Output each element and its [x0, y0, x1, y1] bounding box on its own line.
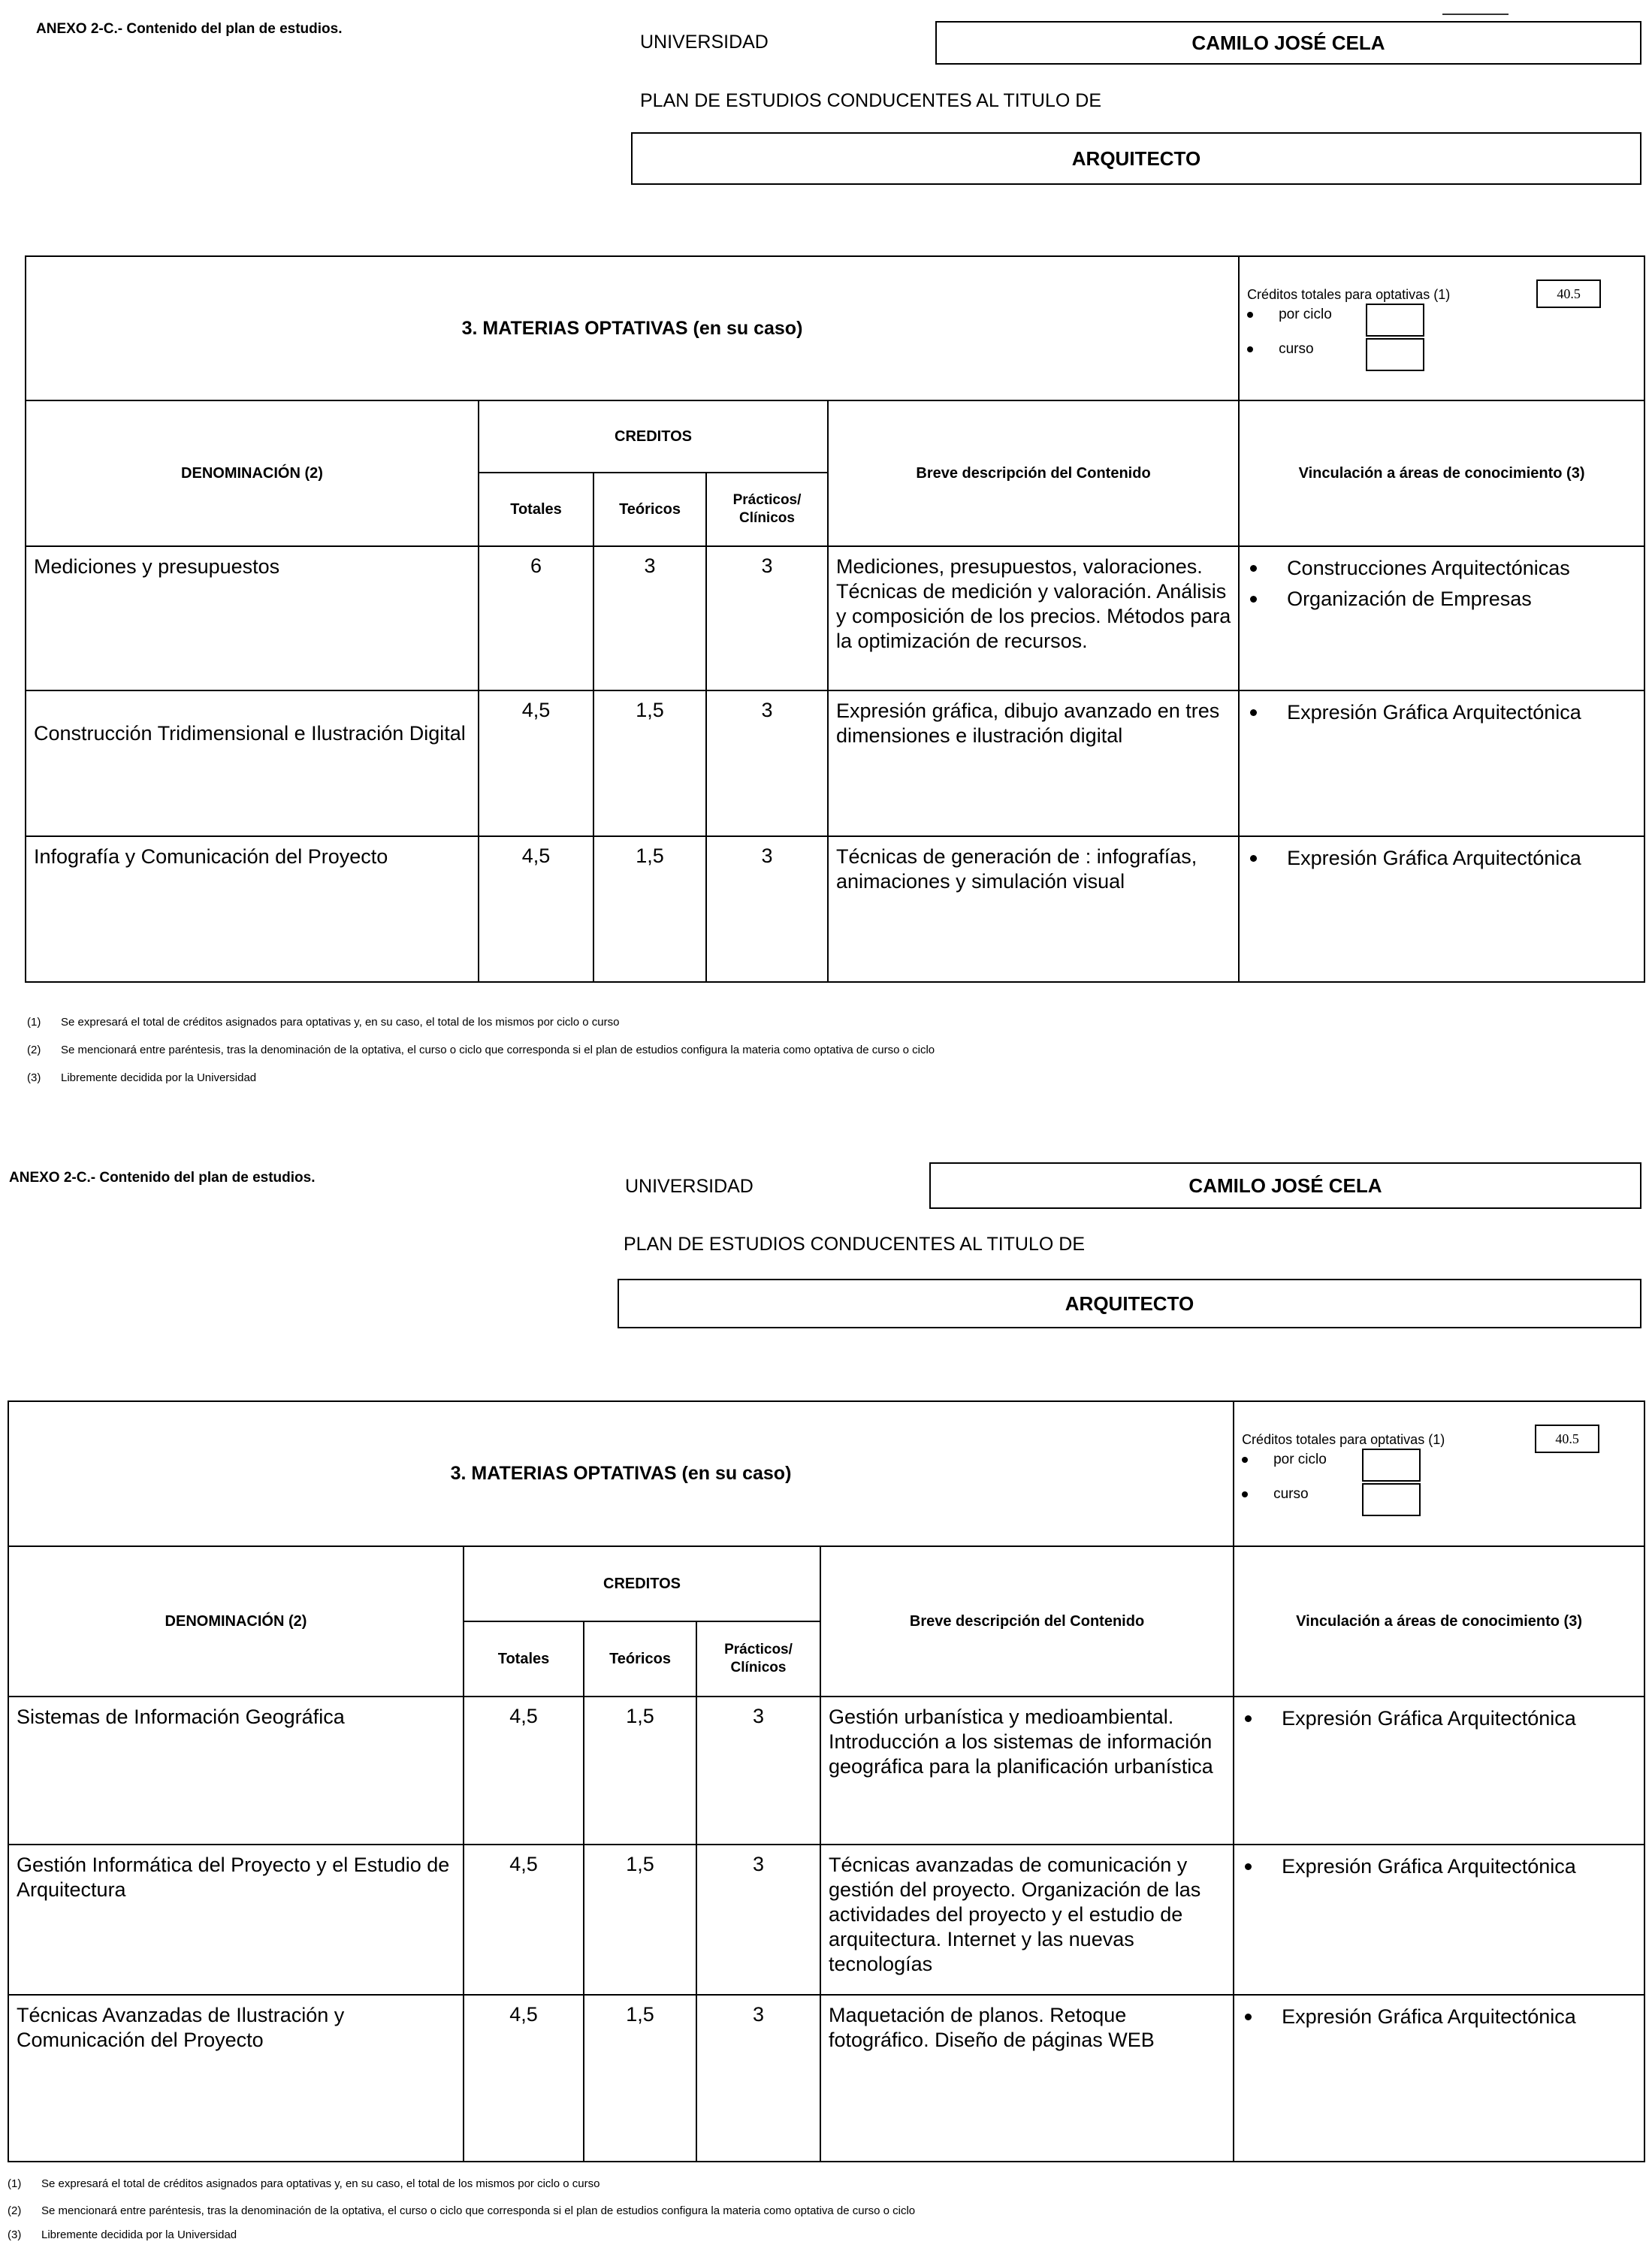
row-denominacion: Construcción Tridimensional e Ilustración Digital [26, 690, 479, 836]
row-denominacion: Mediciones y presupuestos [26, 546, 479, 690]
list-item: Expresión Gráfica Arquitectónica [1234, 1854, 1644, 1879]
header-teoricos: Teóricos [584, 1621, 696, 1697]
header-denominacion: DENOMINACIÓN (2) [26, 400, 479, 546]
header-creditos: CREDITOS [479, 400, 828, 473]
row-areas [1239, 546, 1644, 690]
row-totales: 4,5 [479, 836, 593, 982]
row-teoricos: 1,5 [593, 836, 706, 982]
row-descripcion: Técnicas de generación de : infografías, animaciones y simulación visual [828, 836, 1239, 982]
list-item: Expresión Gráfica Arquitectónica [1234, 2005, 1644, 2029]
bullet-icon [1242, 1457, 1248, 1463]
row-practicos: 3 [706, 836, 828, 982]
footnote: (1) Se expresará el total de créditos asignados para optativas y, en su caso, el total de los mismos por ciclo o curso [27, 1016, 620, 1029]
row-areas [1234, 1697, 1644, 1845]
por-ciclo-label: por ciclo [1273, 1452, 1327, 1467]
bullet-icon [1242, 1491, 1248, 1497]
footnote: (3) Libremente decidida por la Universidad [8, 2228, 237, 2241]
creditos-totales-value: 40.5 [1535, 1425, 1599, 1453]
row-descripcion: Expresión gráfica, dibujo avanzado en tres dimensiones e ilustración digital [828, 690, 1239, 836]
por-ciclo-box [1366, 304, 1424, 337]
materias-title: 3. MATERIAS OPTATIVAS (en su caso) [8, 1401, 1234, 1546]
list-item: Organización de Empresas [1240, 587, 1644, 612]
header-totales: Totales [464, 1621, 584, 1697]
header-practicos: Prácticos/ Clínicos [696, 1621, 820, 1697]
materias-title: 3. MATERIAS OPTATIVAS (en su caso) [26, 256, 1239, 400]
header-vinculacion: Vinculación a áreas de conocimiento (3) [1234, 1546, 1644, 1697]
table-row [8, 1995, 1644, 2162]
bullet-icon [1245, 1863, 1252, 1870]
creditos-totales-cell [1234, 1401, 1644, 1546]
footnote: (1) Se expresará el total de créditos asignados para optativas y, en su caso, el total de los mismos por ciclo o curso [8, 2177, 600, 2190]
bullet-icon [1250, 596, 1257, 603]
por-ciclo-box [1362, 1449, 1421, 1482]
creditos-totales-label: Créditos totales para optativas (1) [1242, 1432, 1445, 1447]
universidad-name: CAMILO JOSÉ CELA [929, 1162, 1641, 1209]
row-descripcion: Maquetación de planos. Retoque fotográfico. Diseño de páginas WEB [820, 1995, 1234, 2162]
header-creditos: CREDITOS [464, 1546, 820, 1621]
creditos-totales-value: 40.5 [1536, 279, 1601, 308]
bullet-icon [1250, 855, 1257, 862]
table-row [26, 690, 1644, 836]
header-descripcion: Breve descripción del Contenido [820, 1546, 1234, 1697]
row-totales: 4,5 [464, 1697, 584, 1845]
row-totales: 4,5 [464, 1845, 584, 1995]
por-ciclo-label: por ciclo [1279, 307, 1332, 322]
row-descripcion: Técnicas avanzadas de comunicación y gestión del proyecto. Organización de las actividades del proyecto y el estudio de arquitectura. Internet y las nuevas tecnologías [820, 1845, 1234, 1995]
footnote: (3) Libremente decidida por la Universidad [27, 1071, 257, 1084]
row-practicos: 3 [706, 690, 828, 836]
row-descripcion: Gestión urbanística y medioambiental. Introducción a los sistemas de información geográfica para la planificación urbanística [820, 1697, 1234, 1845]
universidad-name: CAMILO JOSÉ CELA [935, 21, 1641, 65]
table-row [8, 1697, 1644, 1845]
bullet-icon [1250, 565, 1257, 572]
list-item: Construcciones Arquitectónicas [1240, 556, 1644, 581]
row-denominacion: Infografía y Comunicación del Proyecto [26, 836, 479, 982]
bullet-icon [1245, 2014, 1252, 2020]
row-practicos: 3 [696, 1697, 820, 1845]
table-row [8, 1845, 1644, 1995]
row-practicos: 3 [696, 1845, 820, 1995]
creditos-totales-label: Créditos totales para optativas (1) [1247, 287, 1451, 302]
row-totales: 4,5 [479, 690, 593, 836]
table-row [26, 836, 1644, 982]
curso-box [1366, 338, 1424, 371]
curso-box [1362, 1483, 1421, 1516]
header-denominacion: DENOMINACIÓN (2) [8, 1546, 464, 1697]
header-totales: Totales [479, 473, 593, 546]
list-item: Expresión Gráfica Arquitectónica [1234, 1706, 1644, 1731]
row-descripcion: Mediciones, presupuestos, valoraciones. Técnicas de medición y valoración. Análisis y composición de los precios. Métodos para la optimización de recursos. [828, 546, 1239, 690]
curso-label: curso [1273, 1486, 1309, 1502]
anexo-heading: ANEXO 2-C.- Contenido del plan de estudios. [9, 1170, 316, 1186]
creditos-totales-cell [1239, 256, 1644, 400]
plan-label: PLAN DE ESTUDIOS CONDUCENTES AL TITULO DE [640, 90, 1102, 111]
row-teoricos: 1,5 [584, 1845, 696, 1995]
titulo-name: ARQUITECTO [618, 1279, 1641, 1328]
materias-table [8, 1400, 1645, 2162]
curso-label: curso [1279, 341, 1314, 357]
table-row [26, 546, 1644, 690]
row-totales: 4,5 [464, 1995, 584, 2162]
titulo-name: ARQUITECTO [631, 132, 1641, 185]
list-item: Expresión Gráfica Arquitectónica [1240, 846, 1644, 871]
header-vinculacion: Vinculación a áreas de conocimiento (3) [1239, 400, 1644, 546]
row-areas [1239, 836, 1644, 982]
bullet-icon [1245, 1715, 1252, 1722]
header-descripcion: Breve descripción del Contenido [828, 400, 1239, 546]
bullet-icon [1247, 312, 1253, 318]
row-areas [1239, 690, 1644, 836]
bullet-icon [1247, 346, 1253, 352]
row-denominacion: Gestión Informática del Proyecto y el Estudio de Arquitectura [8, 1845, 464, 1995]
row-denominacion: Técnicas Avanzadas de Ilustración y Comunicación del Proyecto [8, 1995, 464, 2162]
anexo-heading: ANEXO 2-C.- Contenido del plan de estudios. [36, 21, 343, 37]
footnote: (2) Se mencionará entre paréntesis, tras la denominación de la optativa, el curso o ciclo que corresponda si el plan de estudios configura la materia como optativa de curso o ciclo [8, 2204, 916, 2217]
universidad-label: UNIVERSIDAD [640, 32, 769, 53]
row-practicos: 3 [706, 546, 828, 690]
bullet-icon [1250, 709, 1257, 716]
row-practicos: 3 [696, 1995, 820, 2162]
list-item: Expresión Gráfica Arquitectónica [1240, 700, 1644, 725]
row-denominacion: Sistemas de Información Geográfica [8, 1697, 464, 1845]
universidad-label: UNIVERSIDAD [625, 1176, 754, 1197]
plan-label: PLAN DE ESTUDIOS CONDUCENTES AL TITULO DE [624, 1234, 1086, 1255]
header-teoricos: Teóricos [593, 473, 706, 546]
materias-table [25, 255, 1645, 983]
header-practicos: Prácticos/ Clínicos [706, 473, 828, 546]
row-areas [1234, 1845, 1644, 1995]
footnote: (2) Se mencionará entre paréntesis, tras la denominación de la optativa, el curso o ciclo que corresponda si el plan de estudios configura la materia como optativa de curso o ciclo [27, 1044, 935, 1056]
top-rule [1442, 14, 1509, 15]
row-teoricos: 1,5 [593, 690, 706, 836]
row-totales: 6 [479, 546, 593, 690]
row-areas [1234, 1995, 1644, 2162]
row-teoricos: 1,5 [584, 1995, 696, 2162]
row-teoricos: 3 [593, 546, 706, 690]
row-teoricos: 1,5 [584, 1697, 696, 1845]
